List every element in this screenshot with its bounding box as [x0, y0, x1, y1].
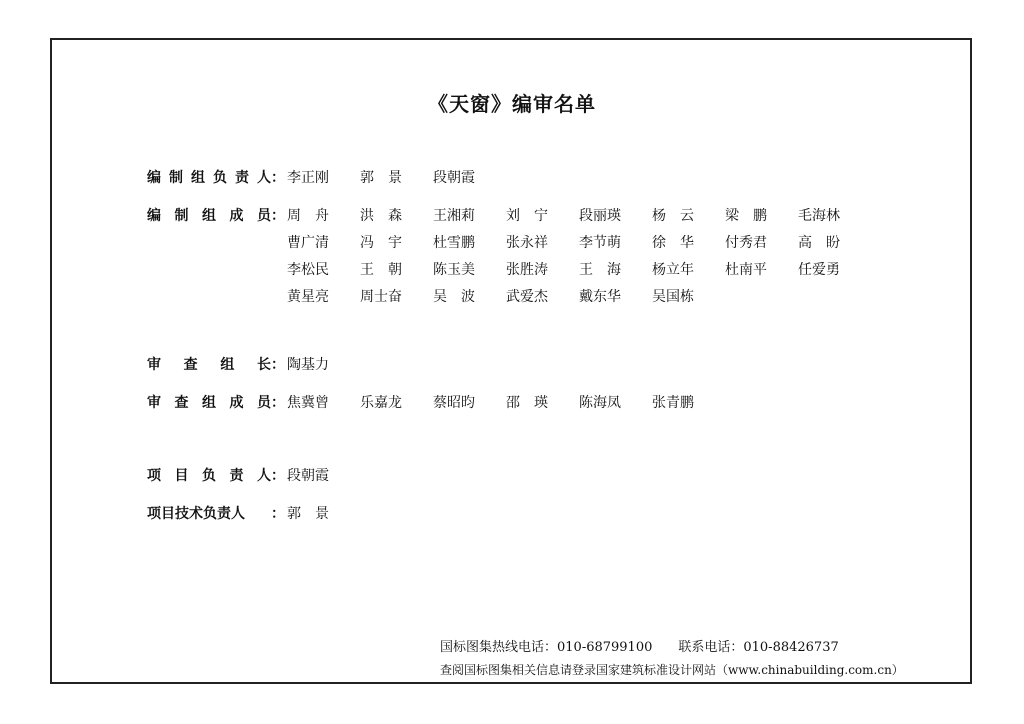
person-name: 郭 景 [287, 506, 329, 522]
label-char: 成 [229, 208, 244, 224]
person-name: 陈玉美 [433, 262, 475, 278]
label-colon: ： [271, 170, 285, 186]
person-name: 吴 波 [433, 289, 475, 305]
review-lead-names [287, 354, 887, 374]
page-title: 《天窗》编审名单 [428, 92, 596, 116]
person-name: 李松民 [287, 262, 329, 278]
label-char: 员 [257, 395, 271, 411]
review-members-label [147, 392, 271, 412]
person-name: 毛海林 [798, 208, 840, 224]
label-char: 人 [257, 468, 271, 484]
review-members-names [287, 392, 887, 412]
person-name: 邵 瑛 [506, 395, 548, 411]
label-char: 审 [147, 395, 161, 411]
label-char: 项 [147, 468, 161, 484]
person-name: 徐 华 [652, 235, 694, 251]
person-name: 任爱勇 [798, 262, 840, 278]
tech-lead-names [287, 503, 887, 523]
compile-lead-names [287, 167, 887, 187]
label-colon: ： [271, 357, 285, 373]
person-name: 杨立年 [652, 262, 694, 278]
label-char: 审 [147, 357, 161, 373]
label-char: 成 [229, 395, 244, 411]
label-colon: ： [271, 208, 285, 224]
tech-lead-label: 项目技术负责人 [147, 506, 245, 522]
person-name: 杨 云 [652, 208, 694, 224]
person-name: 曹广清 [287, 235, 329, 251]
review-lead-label [147, 354, 271, 374]
person-name: 乐嘉龙 [360, 395, 402, 411]
compile-members-label [147, 205, 271, 225]
label-char: 长 [256, 357, 271, 373]
label-char: 编 [147, 208, 161, 224]
person-name: 杜雪鹏 [433, 235, 475, 251]
person-name: 郭 景 [360, 170, 402, 186]
person-name: 武爱杰 [506, 289, 548, 305]
person-name: 王湘莉 [433, 208, 475, 224]
person-name: 梁 鹏 [725, 208, 767, 224]
compile-members-names [287, 205, 887, 306]
label-colon: ： [271, 468, 285, 484]
person-name: 杜南平 [725, 262, 767, 278]
footer-website-note: 查阅国标图集相关信息请登录国家建筑标准设计网站（www.chinabuilding.com.cn） [440, 663, 904, 677]
label-char: 人 [257, 170, 271, 186]
label-char: 制 [174, 208, 189, 224]
project-lead-names [287, 465, 887, 485]
person-name: 洪 森 [360, 208, 402, 224]
person-name: 陶基力 [287, 357, 329, 373]
person-name: 王 朝 [360, 262, 402, 278]
label-colon: ： [271, 395, 285, 411]
person-name: 陈海凤 [579, 395, 621, 411]
person-name: 冯 宇 [360, 235, 402, 251]
person-name: 段丽瑛 [579, 208, 621, 224]
label-char: 组 [202, 395, 216, 411]
person-name: 李正刚 [287, 170, 329, 186]
label-char: 目 [174, 468, 189, 484]
person-name: 段朝霞 [287, 468, 329, 484]
label-char: 负 [202, 468, 216, 484]
person-name: 王 海 [579, 262, 621, 278]
person-name: 周士奋 [360, 289, 402, 305]
label-char: 制 [169, 170, 183, 186]
compile-lead-label [147, 167, 271, 187]
label-char: 组 [202, 208, 216, 224]
label-char: 查 [183, 357, 198, 373]
project-lead-label [147, 465, 271, 485]
label-char: 编 [147, 170, 161, 186]
person-name: 张胜涛 [506, 262, 548, 278]
label-char: 组 [220, 357, 235, 373]
label-char: 责 [229, 468, 244, 484]
label-char: 员 [257, 208, 271, 224]
label-char: 查 [174, 395, 189, 411]
person-name: 张永祥 [506, 235, 548, 251]
label-colon: ： [271, 506, 285, 522]
person-name: 焦冀曾 [287, 395, 329, 411]
person-name: 高 盼 [798, 235, 840, 251]
person-name: 段朝霞 [433, 170, 475, 186]
label-char: 组 [191, 170, 205, 186]
person-name: 刘 宁 [506, 208, 548, 224]
person-name: 周 舟 [287, 208, 329, 224]
label-char: 负 [213, 170, 227, 186]
person-name: 付秀君 [725, 235, 767, 251]
person-name: 黄星亮 [287, 289, 329, 305]
person-name: 李节萌 [579, 235, 621, 251]
person-name: 蔡昭昀 [433, 395, 475, 411]
label-char: 责 [235, 170, 249, 186]
person-name: 吴国栋 [652, 289, 694, 305]
footer-hotline: 国标图集热线电话：010-68799100 联系电话：010-88426737 [440, 640, 839, 655]
person-name: 张青鹏 [652, 395, 694, 411]
person-name: 戴东华 [579, 289, 621, 305]
